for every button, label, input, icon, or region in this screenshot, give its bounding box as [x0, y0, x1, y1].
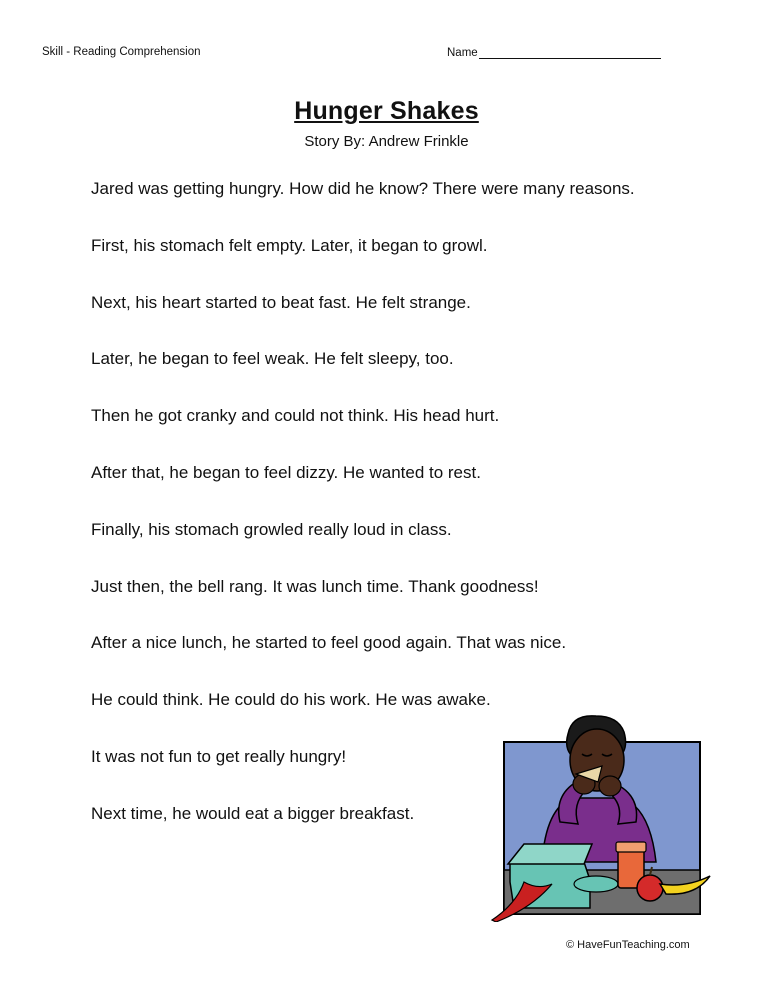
- story-sentence: Just then, the bell rang. It was lunch time. Thank goodness!: [91, 576, 539, 596]
- story-sentence: First, his stomach felt empty. Later, it began to growl.: [91, 235, 488, 255]
- skill-label: Skill - Reading Comprehension: [42, 46, 201, 58]
- story-byline: Story By: Andrew Frinkle: [304, 133, 469, 150]
- hand-right: [599, 776, 621, 796]
- story-sentence: It was not fun to get really hungry!: [91, 746, 347, 766]
- story-sentence: Later, he began to feel weak. He felt sleepy, too.: [91, 349, 454, 369]
- story-sentence: After that, he began to feel dizzy. He wanted to rest.: [91, 462, 481, 482]
- worksheet-header: [42, 46, 731, 64]
- story-sentence: Next time, he would eat a bigger breakfast.: [91, 803, 415, 823]
- story-sentence: After a nice lunch, he started to feel good again. That was nice.: [91, 633, 567, 653]
- story-sentence: Next, his heart started to beat fast. He felt strange.: [91, 292, 471, 312]
- story-title: Hunger Shakes: [294, 97, 479, 125]
- story-sentence: Finally, his stomach growled really loud in class.: [91, 519, 452, 539]
- copyright-footer: © HaveFunTeaching.com: [566, 939, 690, 951]
- name-label: Name: [447, 47, 478, 59]
- story-sentence: Jared was getting hungry. How did he know? There were many reasons.: [91, 179, 635, 198]
- story-sentence: He could think. He could do his work. He was awake.: [91, 690, 491, 710]
- food-container: [574, 876, 618, 892]
- story-sentence: Then he got cranky and could not think. His head hurt.: [91, 406, 500, 426]
- apple: [637, 875, 663, 901]
- juice-cup-lid: [616, 842, 646, 852]
- name-field: [447, 46, 661, 59]
- boy-eating-lunch-illustration: [490, 712, 714, 922]
- name-blank-line: [479, 46, 661, 59]
